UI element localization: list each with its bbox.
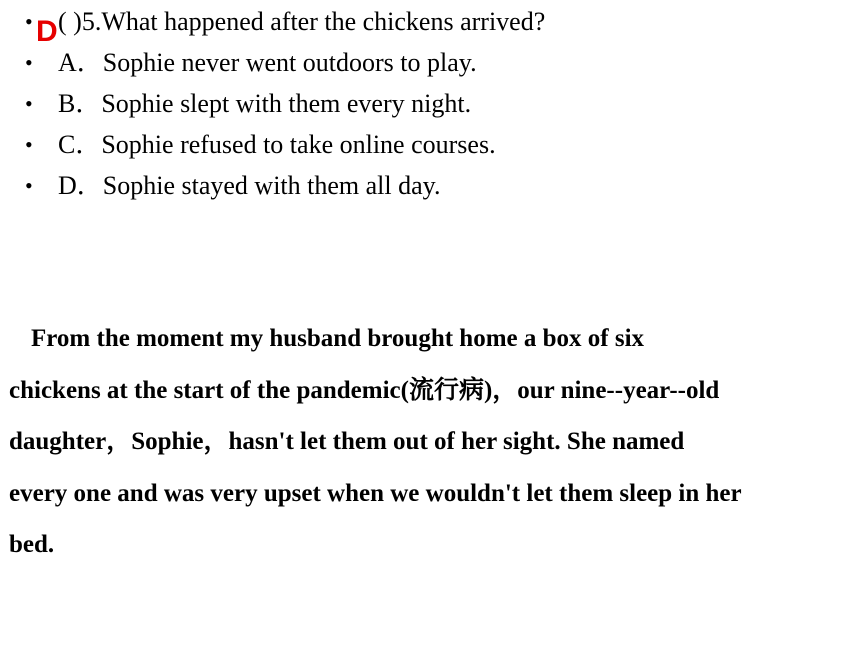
bullet-icon: • (25, 50, 33, 75)
option-d: D．Sophie stayed with them all day. (58, 171, 441, 200)
passage-line: daughter，Sophie，hasn't let them out of her sight. She named (9, 428, 685, 455)
bullet-icon: • (25, 173, 33, 198)
option-a: A．Sophie never went outdoors to play. (58, 48, 477, 77)
option-c: C．Sophie refused to take online courses. (58, 130, 496, 159)
question-stem: ( )5.What happened after the chickens arrived? (58, 7, 546, 36)
reading-passage (9, 313, 854, 571)
answer-mark: D (36, 15, 58, 48)
option-b: B．Sophie slept with them every night. (58, 89, 472, 118)
passage-line: every one and was very upset when we wouldn't let them sleep in her (9, 479, 742, 507)
passage-line: From the moment my husband brought home a box of six (31, 325, 645, 352)
bullet-icon: • (25, 91, 33, 116)
bullet-icon: • (25, 132, 33, 157)
passage-line: bed. (9, 531, 55, 558)
bullet-icon: • (25, 9, 33, 34)
passage-line: chickens at the start of the pandemic(流行病)，our nine--year--old (9, 376, 720, 404)
